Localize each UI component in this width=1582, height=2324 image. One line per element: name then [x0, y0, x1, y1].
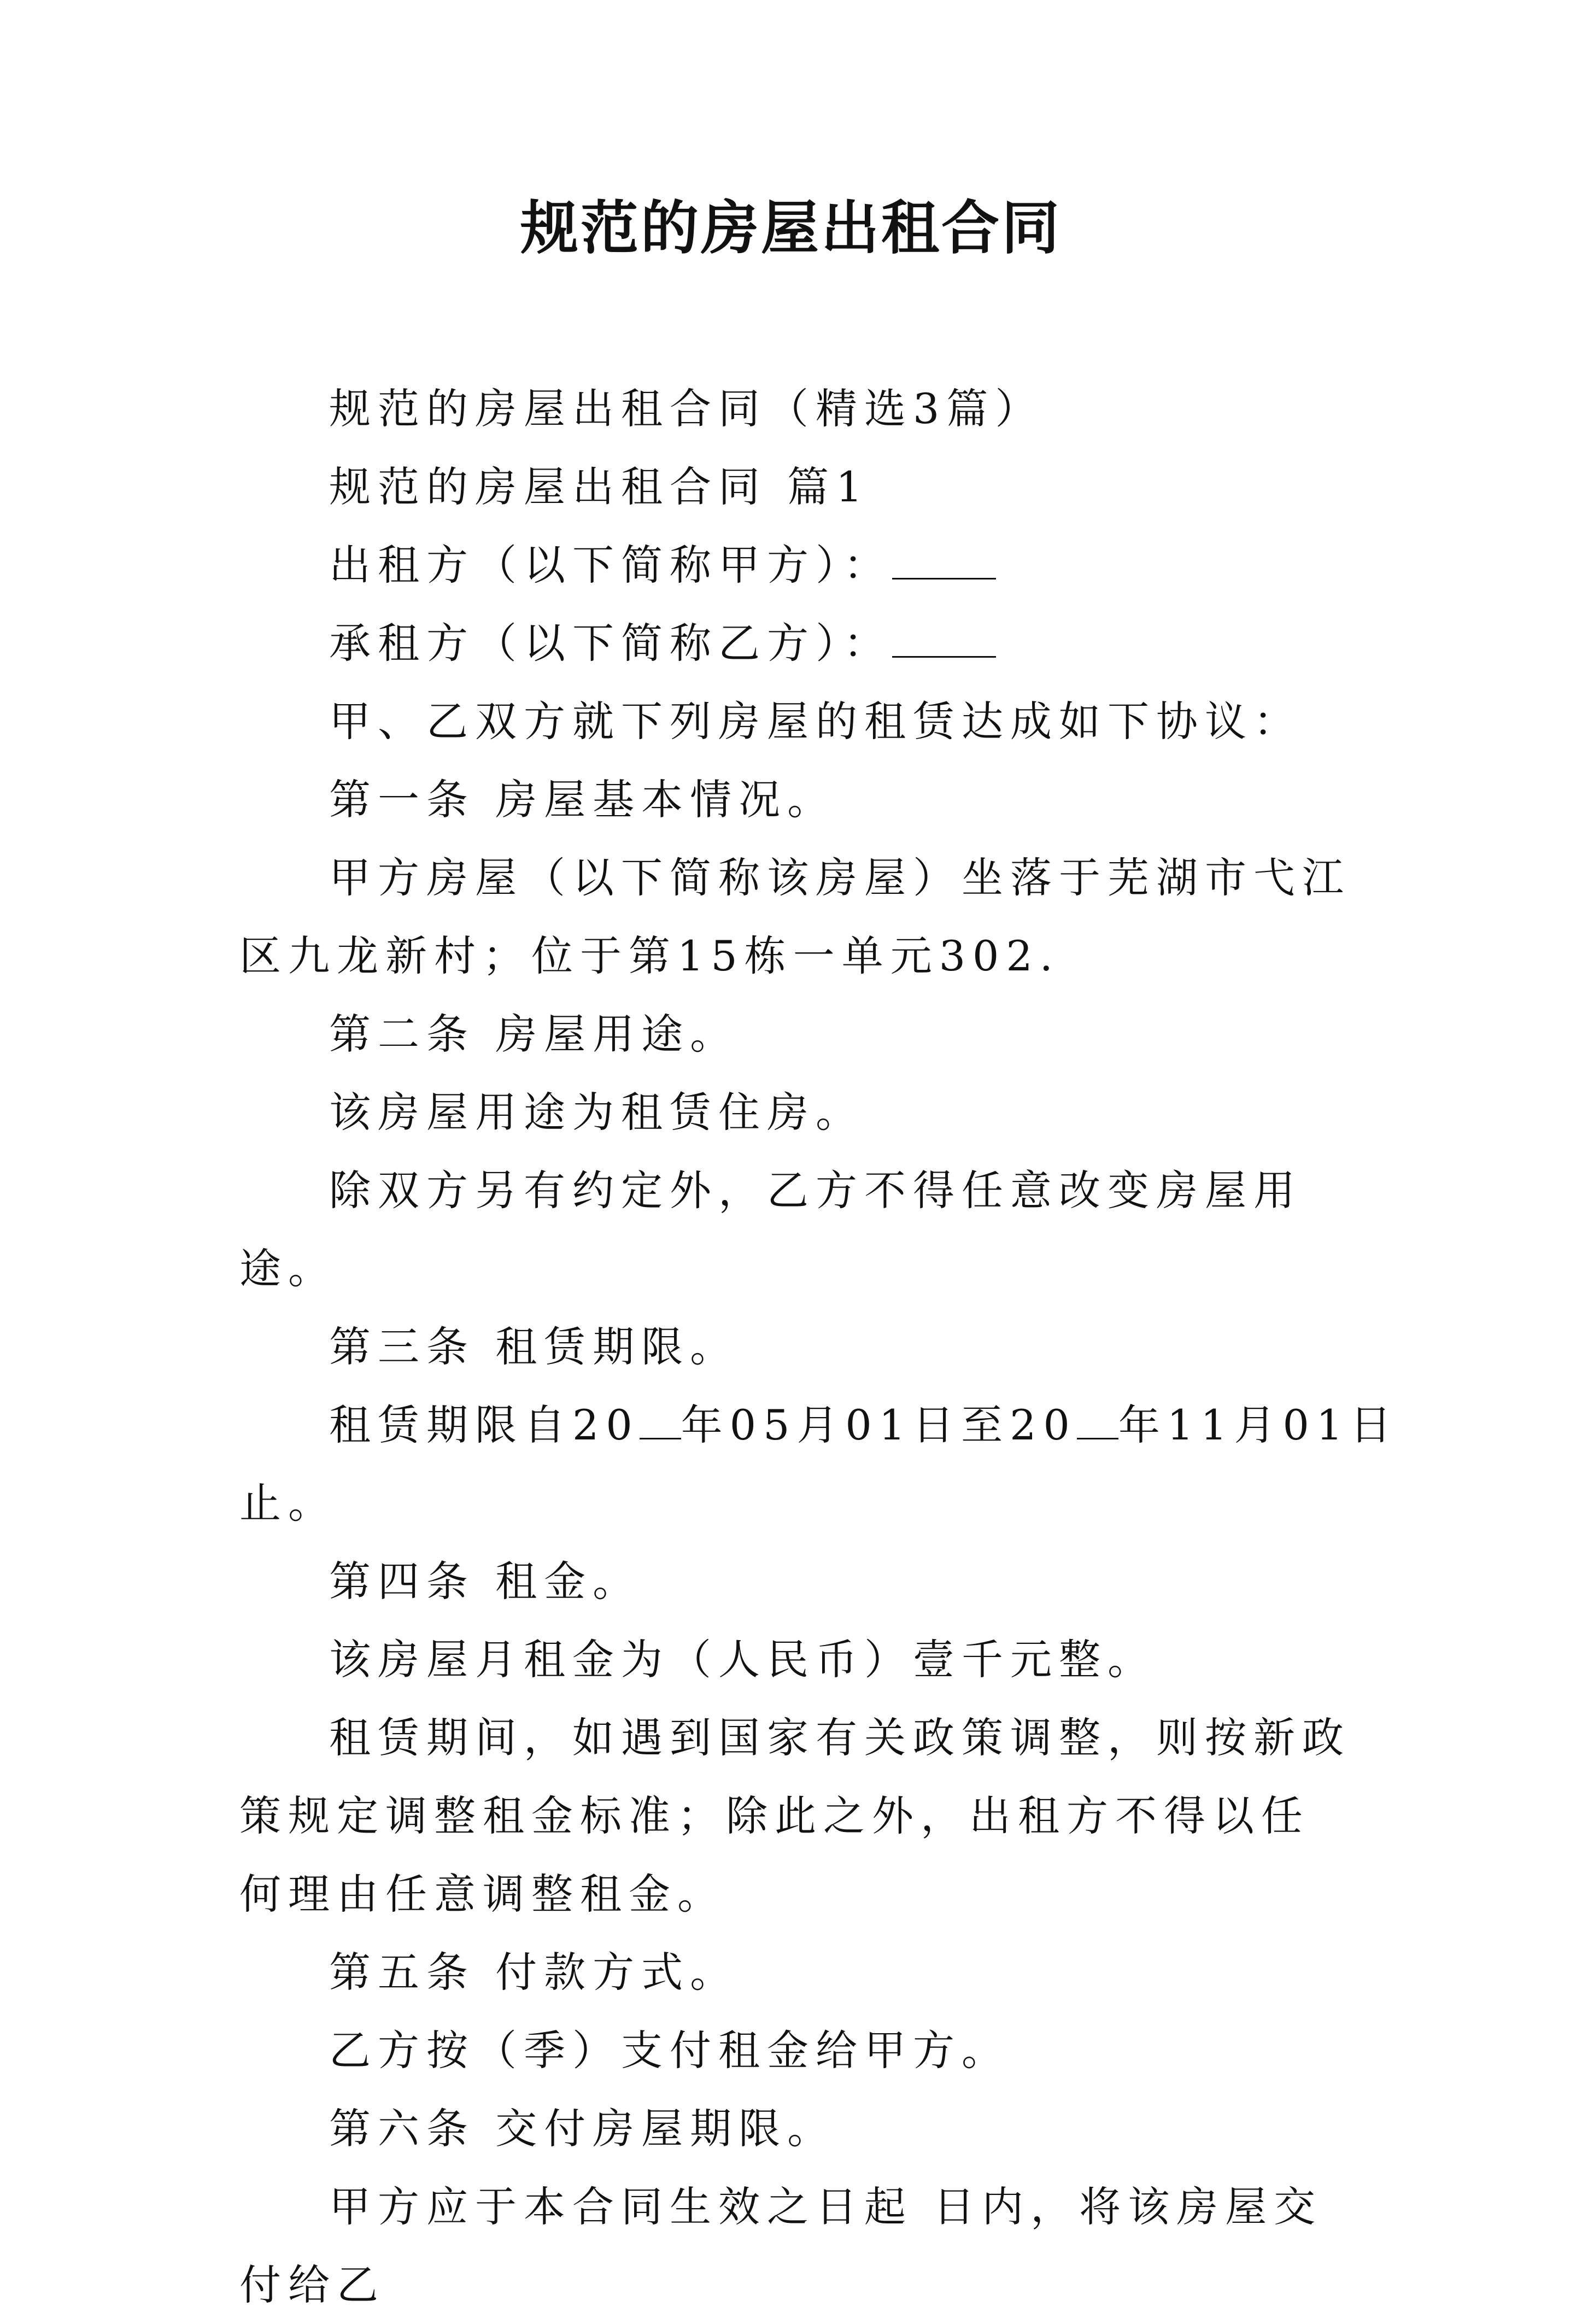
term-year-blank-2: [1077, 1405, 1118, 1439]
paragraph-subtitle: 规范的房屋出租合同（精选3篇）: [329, 384, 1044, 433]
paragraph-agreement-intro: 甲、乙双方就下列房屋的租赁达成如下协议：: [329, 697, 1302, 746]
paragraph-article-1-body: 甲方房屋（以下简称该房屋）坐落于芜湖市弋江区九龙新村；位于第15栋一单元302.: [239, 853, 1351, 980]
paragraph-article-4-heading: 第四条 租金。: [329, 1557, 642, 1606]
paragraph-lessor: [239, 526, 1355, 604]
document-body: [239, 370, 1399, 2324]
lessor-blank: [892, 545, 996, 579]
paragraph-article-6-heading: 第六条 交付房屋期限。: [329, 2104, 836, 2153]
paragraph-article-3-body: [239, 1386, 1404, 1542]
document-title: 规范的房屋出租合同: [520, 194, 1062, 262]
paragraph-article-6-body: 甲方应于本合同生效之日起 日内，将该房屋交付给乙: [239, 2182, 1323, 2309]
paragraph-article-2-heading: 第二条 房屋用途。: [329, 1010, 739, 1058]
paragraph-lessee: [239, 604, 1355, 682]
paragraph-article-2-body: 该房屋用途为租赁住房。: [329, 1088, 864, 1137]
lessee-blank: [892, 623, 996, 658]
lessor-label: 出租方（以下简称甲方）：: [329, 541, 892, 589]
paragraph-article-4-body-2: 租赁期间，如遇到国家有关政策调整，则按新政策规定调整租金标准；除此之外，出租方不得以任何理由任意调整租金。: [239, 1713, 1351, 1918]
term-part-2: 年05月01日至20: [681, 1401, 1077, 1449]
term-part-3: 年11月01日止。: [239, 1401, 1399, 1527]
paragraph-article-5-body: 乙方按（季）支付租金给甲方。: [329, 2026, 1010, 2075]
paragraph-article-3-heading: 第三条 租赁期限。: [329, 1322, 739, 1371]
lessee-label: 承租方（以下简称乙方）：: [329, 619, 892, 668]
paragraph-article-5-heading: 第五条 付款方式。: [329, 1948, 739, 1997]
paragraph-article-2-body-2: 除双方另有约定外，乙方不得任意改变房屋用途。: [239, 1166, 1302, 1293]
paragraph-section-heading: 规范的房屋出租合同 篇1: [329, 463, 870, 511]
term-part-1: 租赁期限自20: [329, 1401, 640, 1449]
paragraph-article-4-body: 该房屋月租金为（人民币）壹千元整。: [329, 1635, 1156, 1684]
term-year-blank-1: [640, 1405, 681, 1439]
paragraph-article-1-heading: 第一条 房屋基本情况。: [329, 775, 836, 824]
